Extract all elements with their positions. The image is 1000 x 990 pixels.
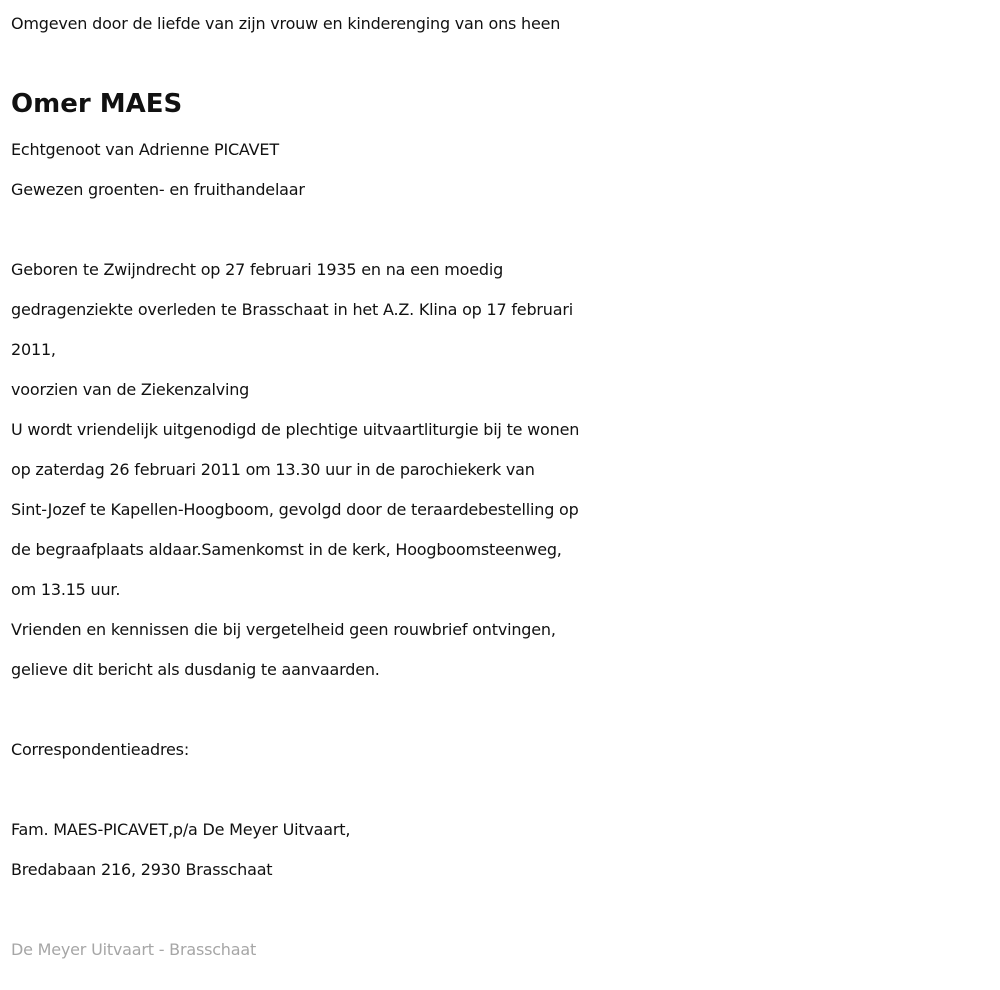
spacer [11,890,996,930]
body-line: voorzien van de Ziekenzalving [11,380,250,399]
deceased-name: Omer MAES [11,89,183,119]
spacer [11,690,996,730]
correspondence-address-line: Fam. MAES-PICAVET,p/a De Meyer Uitvaart, [11,820,351,839]
occupation-line: Gewezen groenten- en fruithandelaar [11,180,305,199]
body-line: gelieve dit bericht als dusdanig te aanvaarden. [11,660,380,679]
spacer [11,770,996,810]
body-line: 2011, [11,340,56,359]
obituary-body [11,250,996,690]
body-line: Geboren te Zwijndrecht op 27 februari 1935 en na een moedig [11,260,504,279]
body-line: Vrienden en kennissen die bij vergetelheid geen rouwbrief ontvingen, [11,620,556,639]
intro-text: Omgeven door de liefde van zijn vrouw en kinderenging van ons heen [11,14,561,33]
body-line: op zaterdag 26 februari 2011 om 13.30 uur in de parochiekerk van [11,460,535,479]
body-line: gedragenziekte overleden te Brasschaat in het A.Z. Klina op 17 februari [11,300,573,319]
body-line: om 13.15 uur. [11,580,121,599]
body-line: U wordt vriendelijk uitgenodigd de plechtige uitvaartliturgie bij te wonen [11,420,580,439]
funeral-home-footer: De Meyer Uitvaart - Brasschaat [11,940,257,959]
correspondence-address-line: Bredabaan 216, 2930 Brasschaat [11,860,273,879]
body-line: Sint-Jozef te Kapellen-Hoogboom, gevolgd door de teraardebestelling op [11,500,579,519]
correspondence-label: Correspondentieadres: [11,740,190,759]
obituary-notice [11,0,996,970]
spouse-line: Echtgenoot van Adrienne PICAVET [11,140,279,159]
body-line: de begraafplaats aldaar.Samenkomst in de kerk, Hoogboomsteenweg, [11,540,562,559]
spacer [11,210,996,250]
